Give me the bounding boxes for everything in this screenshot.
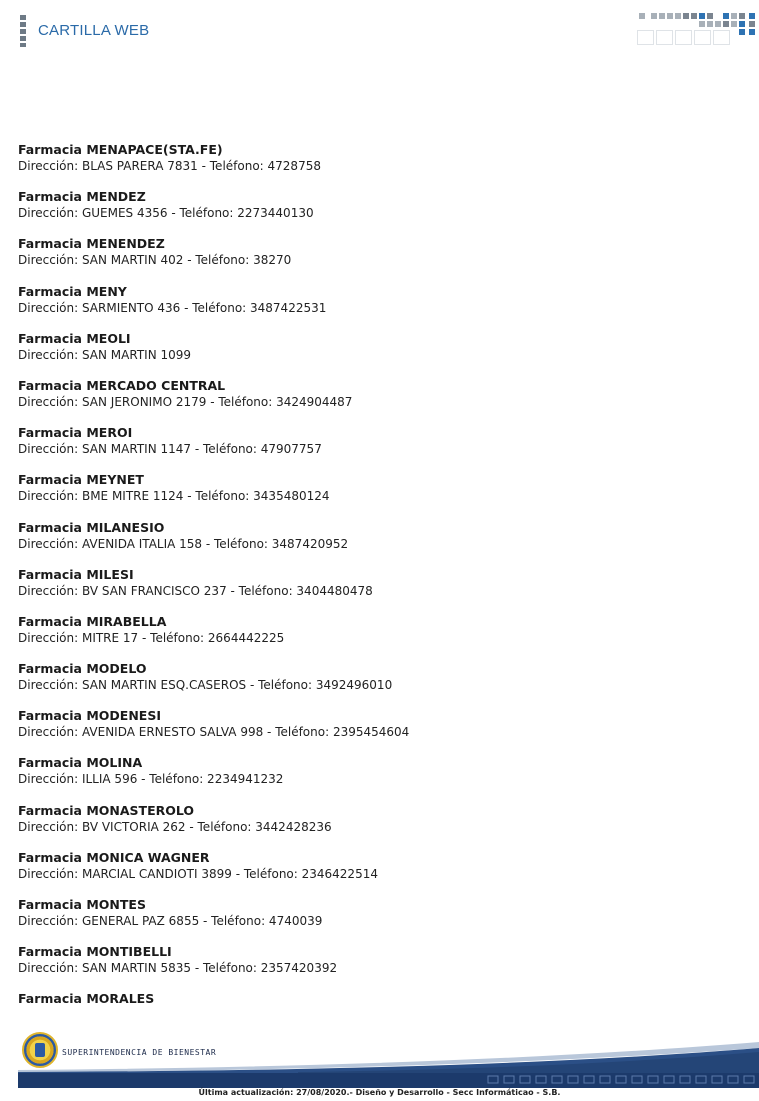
superintendencia-seal-icon — [22, 1032, 58, 1068]
pharmacy-name: Farmacia MONICA WAGNER — [18, 849, 210, 865]
list-item — [18, 708, 738, 755]
pharmacy-name: Farmacia MODELO — [18, 661, 147, 677]
list-item — [18, 236, 738, 283]
pharmacy-name: Farmacia MERCADO CENTRAL — [18, 377, 226, 393]
list-item — [18, 755, 738, 802]
pharmacy-detail: Dirección: SAN MARTIN ESQ.CASEROS - Teléfono: 3492496010 — [18, 678, 393, 693]
pharmacy-detail: Dirección: SAN MARTIN 5835 - Teléfono: 2357420392 — [18, 961, 338, 976]
pharmacy-name: Farmacia MEROI — [18, 425, 133, 441]
pharmacy-detail: Dirección: GENERAL PAZ 6855 - Teléfono: 4740039 — [18, 914, 323, 928]
pharmacy-name: Farmacia MIRABELLA — [18, 613, 167, 629]
pharmacy-detail: Dirección: BME MITRE 1124 - Teléfono: 3435480124 — [18, 489, 330, 504]
list-item — [18, 284, 738, 331]
footer-wave-icon — [18, 1026, 759, 1088]
pharmacy-name: Farmacia MILESI — [18, 566, 134, 582]
pharmacy-name: Farmacia MOLINA — [18, 755, 143, 771]
list-item — [18, 567, 738, 614]
pharmacy-name: Farmacia MODENESI — [18, 708, 161, 724]
pharmacy-detail: Dirección: GUEMES 4356 - Teléfono: 2273440130 — [18, 206, 314, 221]
org-name: SUPERINTENDENCIA DE BIENESTAR — [62, 1048, 217, 1057]
last-updated-text: Última actualización: 27/08/2020.- Diseño y Desarrollo - Secc Informáticao - S.B. — [198, 1088, 561, 1097]
list-item — [18, 661, 738, 708]
pharmacy-detail: Dirección: MARCIAL CANDIOTI 3899 - Teléfono: 2346422514 — [18, 866, 378, 881]
list-item — [18, 189, 738, 236]
page-footer — [18, 1026, 759, 1088]
pharmacy-detail: Dirección: SAN MARTIN 1147 - Teléfono: 47907757 — [18, 442, 322, 457]
pharmacy-name: Farmacia MENDEZ — [18, 189, 146, 205]
pharmacy-name: Farmacia MORALES — [18, 991, 155, 1007]
pharmacy-name: Farmacia MONASTEROLO — [18, 802, 195, 818]
pharmacy-detail: Dirección: BV SAN FRANCISCO 237 - Teléfono: 3404480478 — [18, 583, 373, 598]
header-title: CARTILLA WEB — [38, 22, 150, 39]
decorative-squares-icon — [637, 12, 759, 46]
pharmacy-detail: Dirección: BLAS PARERA 7831 - Teléfono: 4728758 — [18, 159, 321, 173]
pharmacy-detail: Dirección: SAN JERONIMO 2179 - Teléfono: 3424904487 — [18, 394, 353, 409]
pharmacy-detail: Dirección: MITRE 17 - Teléfono: 2664442225 — [18, 630, 285, 645]
list-item — [18, 425, 738, 472]
pharmacy-detail: Dirección: SAN MARTIN 1099 — [18, 347, 192, 362]
pharmacy-detail: Dirección: AVENIDA ERNESTO SALVA 998 - Teléfono: 2395454604 — [18, 725, 410, 740]
pharmacy-list — [18, 142, 738, 1039]
list-item — [18, 944, 738, 991]
list-item — [18, 142, 738, 189]
pharmacy-name: Farmacia MENENDEZ — [18, 236, 165, 252]
list-item — [18, 614, 738, 661]
pharmacy-name: Farmacia MEOLI — [18, 330, 131, 346]
header-stripe-icon — [20, 15, 26, 47]
pharmacy-name: Farmacia MENAPACE(STA.FE) — [18, 142, 223, 157]
list-item — [18, 803, 738, 850]
list-item — [18, 378, 738, 425]
pharmacy-detail: Dirección: AVENIDA ITALIA 158 - Teléfono: 3487420952 — [18, 536, 349, 551]
pharmacy-name: Farmacia MILANESIO — [18, 519, 165, 535]
pharmacy-name: Farmacia MEYNET — [18, 472, 144, 488]
pharmacy-detail: Dirección: SAN MARTIN 402 - Teléfono: 38270 — [18, 253, 292, 268]
page-header — [0, 0, 759, 60]
pharmacy-detail: Dirección: ILLIA 596 - Teléfono: 2234941232 — [18, 772, 284, 787]
list-item — [18, 331, 738, 378]
list-item — [18, 897, 738, 944]
list-item — [18, 520, 738, 567]
pharmacy-detail: Dirección: SARMIENTO 436 - Teléfono: 3487422531 — [18, 300, 327, 315]
pharmacy-name: Farmacia MONTIBELLI — [18, 944, 172, 960]
pharmacy-name: Farmacia MONTES — [18, 897, 146, 912]
list-item — [18, 472, 738, 519]
pharmacy-name: Farmacia MENY — [18, 283, 127, 299]
list-item — [18, 850, 738, 897]
pharmacy-detail: Dirección: BV VICTORIA 262 - Teléfono: 3442428236 — [18, 819, 332, 834]
